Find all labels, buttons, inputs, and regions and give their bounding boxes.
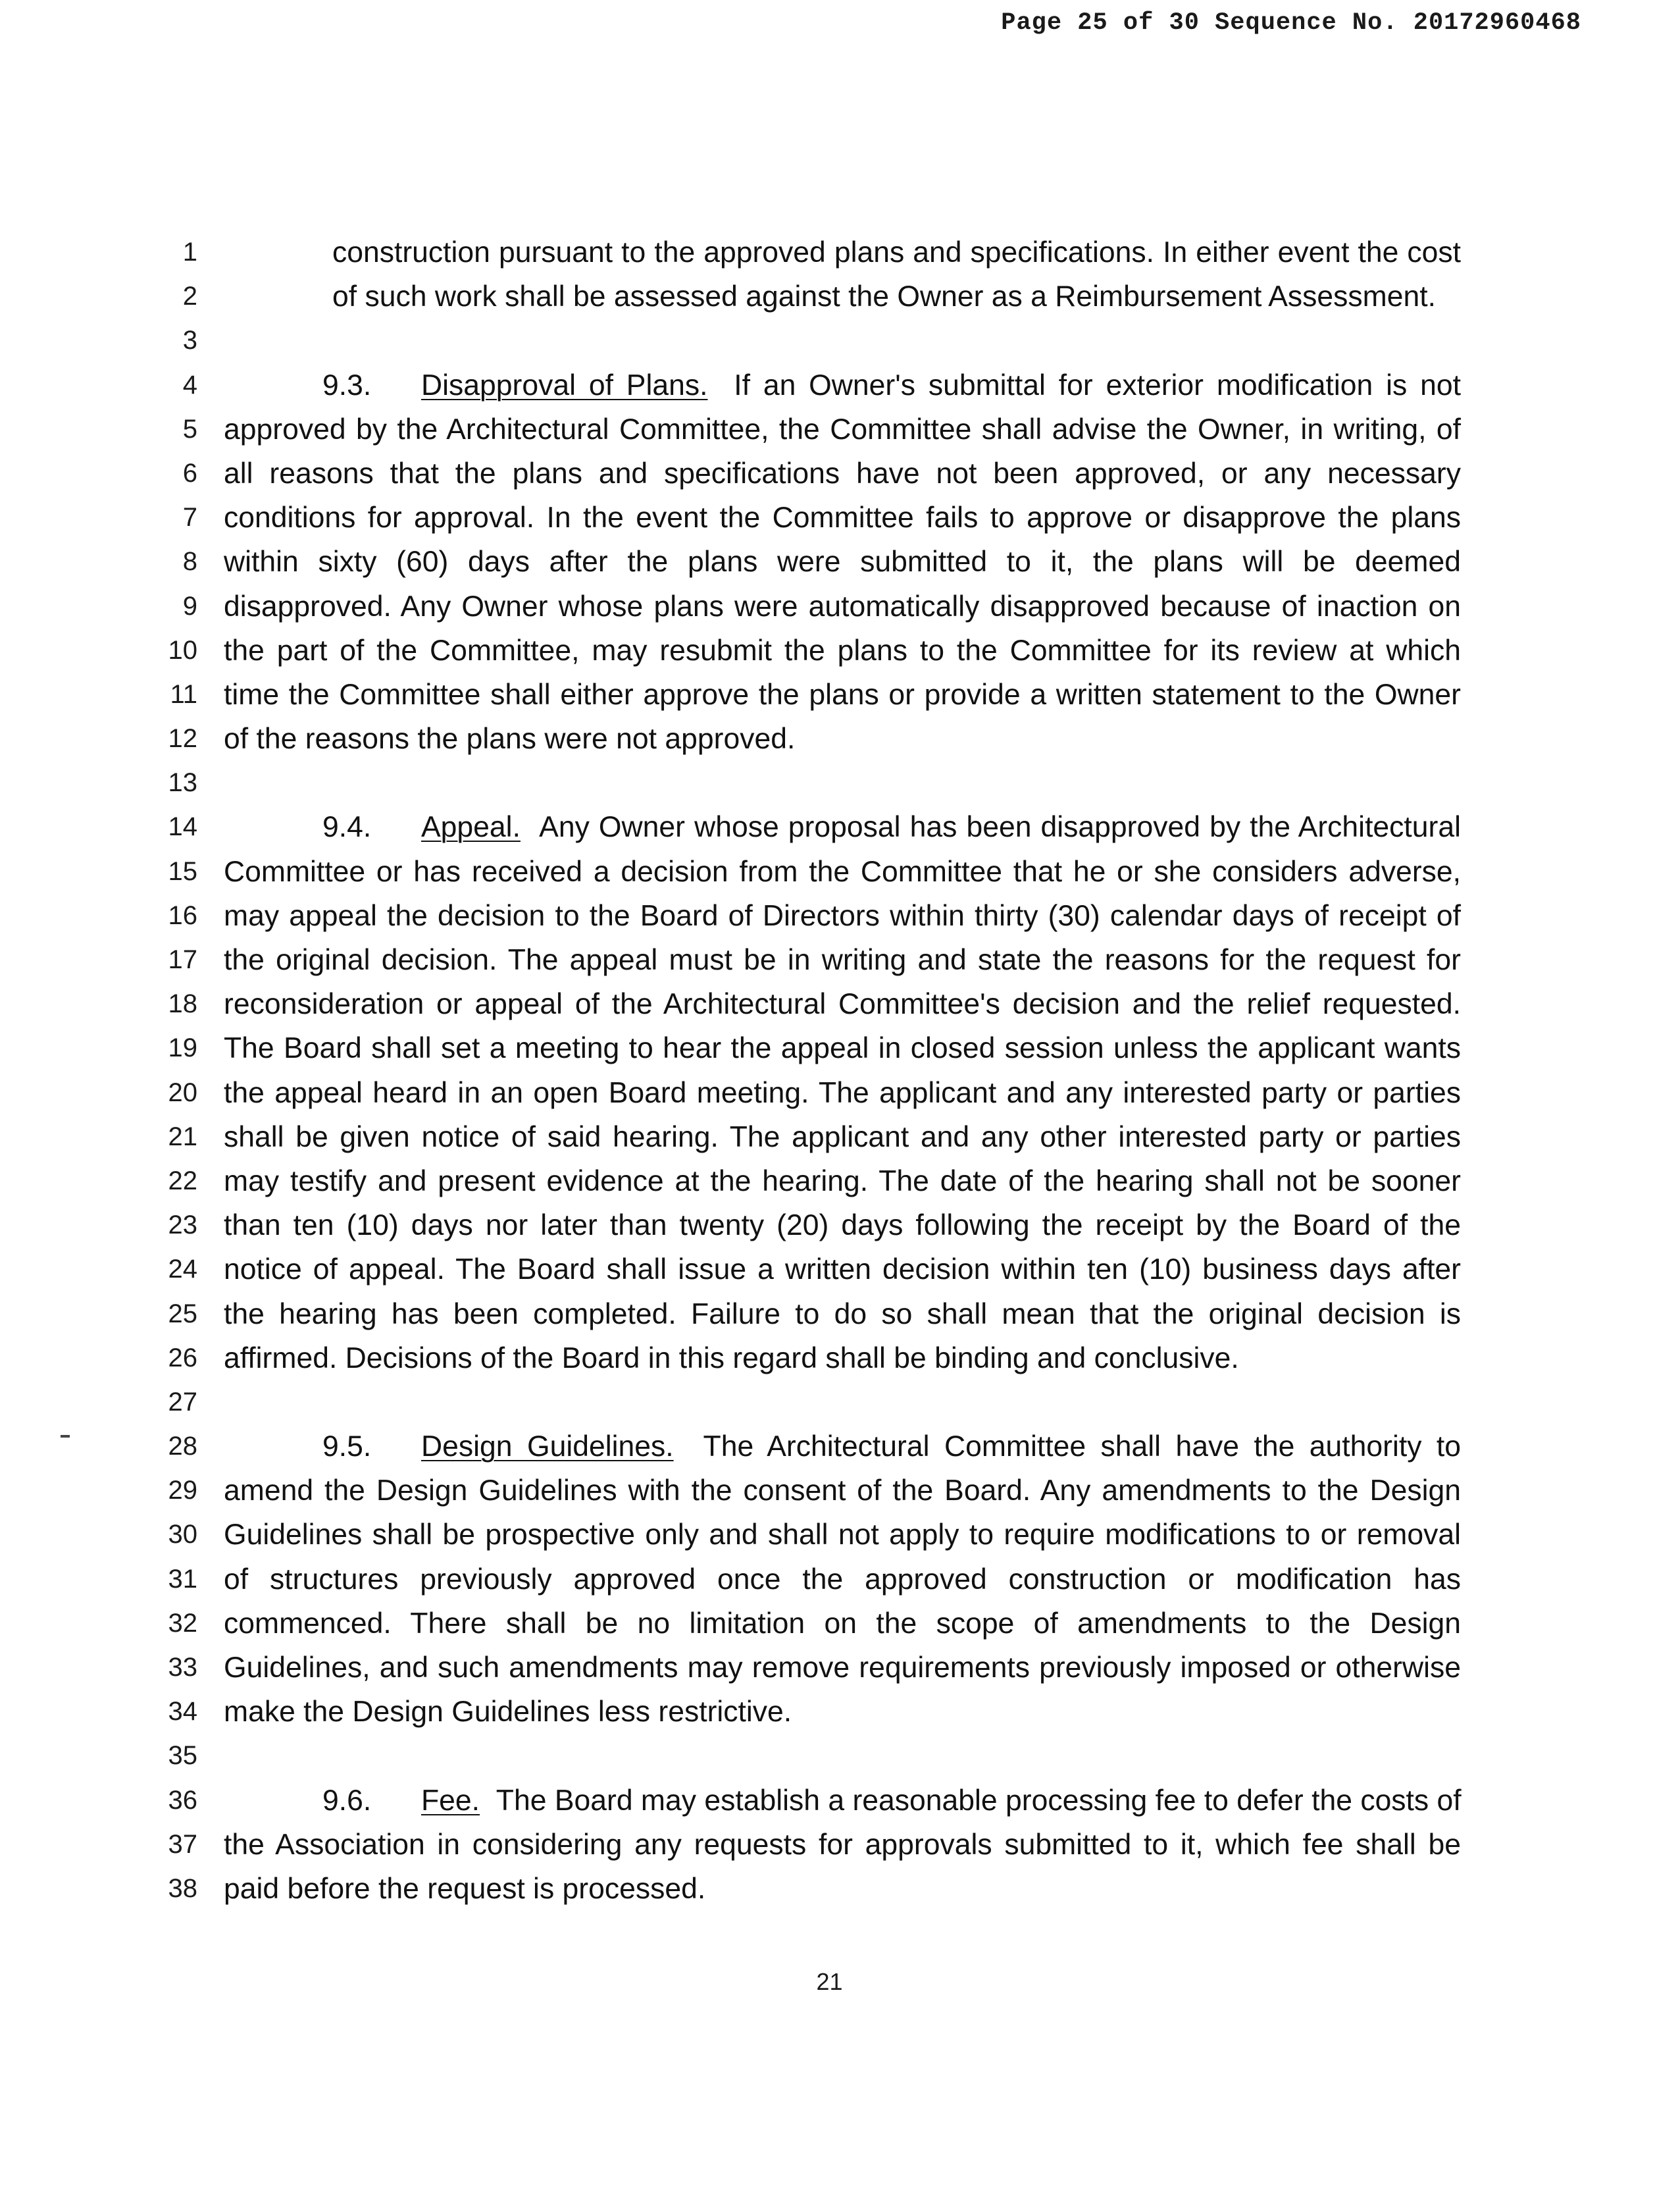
page-number-text: 21 [816, 1968, 843, 1995]
line-number: 20 [168, 1078, 197, 1107]
margin-mark [61, 1435, 70, 1438]
line-number: 31 [168, 1564, 197, 1594]
section-9-5-heading-line [224, 1424, 1461, 1469]
section-title: Appeal. [421, 811, 521, 844]
line-number: 10 [168, 635, 197, 665]
section-title: Design Guidelines. [421, 1430, 674, 1463]
blank-line [224, 1380, 1461, 1424]
paragraph-line: approved by the Architectural Committee, the Committee shall advise the Owner, in writing, of [224, 413, 1461, 446]
paragraph-line: the part of the Committee, may resubmit the plans to the Committee for its review at which [224, 634, 1461, 667]
line-number: 1 [182, 238, 197, 267]
paragraph-line: make the Design Guidelines less restrictive. [224, 1696, 792, 1729]
paragraph-line: affirmed. Decisions of the Board in this regard shall be binding and conclusive. [224, 1341, 1239, 1374]
line-number: 6 [182, 458, 197, 488]
paragraph-line: amend the Design Guidelines with the consent of the Board. Any amendments to the Design [224, 1474, 1461, 1507]
paragraph-line: may appeal the decision to the Board of Directors within thirty (30) calendar days of receipt of [224, 899, 1461, 932]
paragraph-line: shall be given notice of said hearing. The applicant and any other interested party or parties [224, 1120, 1461, 1153]
section-first-text: The Board may establish a reasonable processing fee to defer the costs of [496, 1784, 1462, 1817]
line-number: 27 [168, 1387, 197, 1417]
line-number: 24 [168, 1255, 197, 1284]
carryover-line-2: of such work shall be assessed against the Owner as a Reimbursement Assessment. [332, 280, 1436, 313]
paragraph-line: commenced. There shall be no limitation on the scope of amendments to the Design [224, 1607, 1461, 1640]
section-9-6-heading-line [224, 1779, 1461, 1823]
paragraph-line: disapproved. Any Owner whose plans were automatically disapproved because of inaction on [224, 590, 1461, 623]
line-number: 37 [168, 1829, 197, 1859]
section-title: Disapproval of Plans. [421, 369, 708, 402]
paragraph-line: the original decision. The appeal must be in writing and state the reasons for the request for [224, 944, 1461, 976]
line-number: 28 [168, 1432, 197, 1461]
paragraph-line: Committee or has received a decision from the Committee that he or she considers adverse, [224, 855, 1461, 888]
line-number: 29 [168, 1476, 197, 1505]
section-9-4-heading-line [224, 805, 1461, 849]
line-number: 26 [168, 1343, 197, 1372]
paragraph-line: the hearing has been completed. Failure to do so shall mean that the original decision is [224, 1297, 1461, 1330]
section-number: 9.3. [322, 369, 372, 402]
paragraph-line: of structures previously approved once the approved construction or modification has [224, 1563, 1461, 1596]
line-number: 13 [168, 768, 197, 798]
paragraph-line: paid before the request is processed. [224, 1872, 706, 1905]
paragraph-line: Guidelines, and such amendments may remove requirements previously imposed or otherwise [224, 1652, 1461, 1684]
blank-line [224, 1734, 1461, 1778]
paragraph-line: conditions for approval. In the event the Committee fails to approve or disapprove the plans [224, 502, 1461, 534]
line-number: 7 [182, 503, 197, 533]
line-number: 8 [182, 547, 197, 577]
paragraph-line: may testify and present evidence at the hearing. The date of the hearing shall not be sooner [224, 1164, 1461, 1197]
line-number: 18 [168, 989, 197, 1019]
line-number: 14 [168, 812, 197, 842]
line-number: 36 [168, 1785, 197, 1815]
line-number-column [132, 230, 197, 1911]
paragraph-line: the Association in considering any requests for approvals submitted to it, which fee shall be [224, 1828, 1461, 1861]
section-first-text: The Architectural Committee shall have the authority to [703, 1430, 1462, 1463]
paragraph-line: Guidelines shall be prospective only and shall not apply to require modifications to or removal [224, 1519, 1461, 1551]
page-number [0, 1968, 1680, 1996]
paragraph-line: of the reasons the plans were not approved. [224, 723, 796, 756]
line-number: 9 [182, 591, 197, 621]
line-number: 16 [168, 900, 197, 930]
carryover-line-1: construction pursuant to the approved plans and specifications. In either event the cost [332, 236, 1461, 269]
line-number: 22 [168, 1166, 197, 1195]
paragraph-line: The Board shall set a meeting to hear the appeal in closed session unless the applicant wants [224, 1032, 1461, 1065]
section-number: 9.5. [322, 1430, 372, 1463]
line-number: 32 [168, 1608, 197, 1638]
section-9-3-heading-line [224, 363, 1461, 407]
blank-line [224, 761, 1461, 805]
section-first-text: Any Owner whose proposal has been disapproved by the Architectural [539, 811, 1461, 844]
section-number: 9.4. [322, 811, 372, 844]
line-number: 11 [170, 679, 197, 709]
line-number: 19 [168, 1033, 197, 1063]
paragraph-line: time the Committee shall either approve the plans or provide a written statement to the Owner [224, 678, 1461, 711]
line-number: 34 [168, 1697, 197, 1727]
line-number: 17 [168, 945, 197, 974]
page-header: Page 25 of 30 Sequence No. 20172960468 [1001, 9, 1581, 37]
line-number: 4 [182, 370, 197, 400]
line-number: 12 [168, 724, 197, 754]
line-number: 21 [168, 1122, 197, 1151]
line-number: 38 [168, 1873, 197, 1903]
line-number: 2 [182, 282, 197, 311]
line-number: 15 [168, 856, 197, 886]
line-number: 30 [168, 1520, 197, 1549]
paragraph-line: the appeal heard in an open Board meeting. The applicant and any interested party or parties [224, 1076, 1461, 1109]
paragraph-line: notice of appeal. The Board shall issue a written decision within ten (10) business days after [224, 1253, 1461, 1286]
blank-line [224, 319, 1461, 363]
line-number: 33 [168, 1653, 197, 1682]
paragraph-line: than ten (10) days nor later than twenty (20) days following the receipt by the Board of the [224, 1209, 1461, 1242]
section-number: 9.6. [322, 1784, 372, 1817]
document-body [224, 230, 1461, 1911]
section-title: Fee. [421, 1784, 480, 1817]
line-number: 23 [168, 1210, 197, 1240]
line-number: 35 [168, 1741, 197, 1771]
line-number: 25 [168, 1299, 197, 1328]
line-number: 3 [182, 326, 197, 355]
section-first-text: If an Owner's submittal for exterior modification is not [734, 369, 1461, 402]
paragraph-line: within sixty (60) days after the plans were submitted to it, the plans will be deemed [224, 546, 1461, 579]
paragraph-line: reconsideration or appeal of the Architectural Committee's decision and the relief requested. [224, 988, 1461, 1021]
paragraph-line: all reasons that the plans and specifications have not been approved, or any necessary [224, 457, 1461, 490]
line-number: 5 [182, 414, 197, 444]
